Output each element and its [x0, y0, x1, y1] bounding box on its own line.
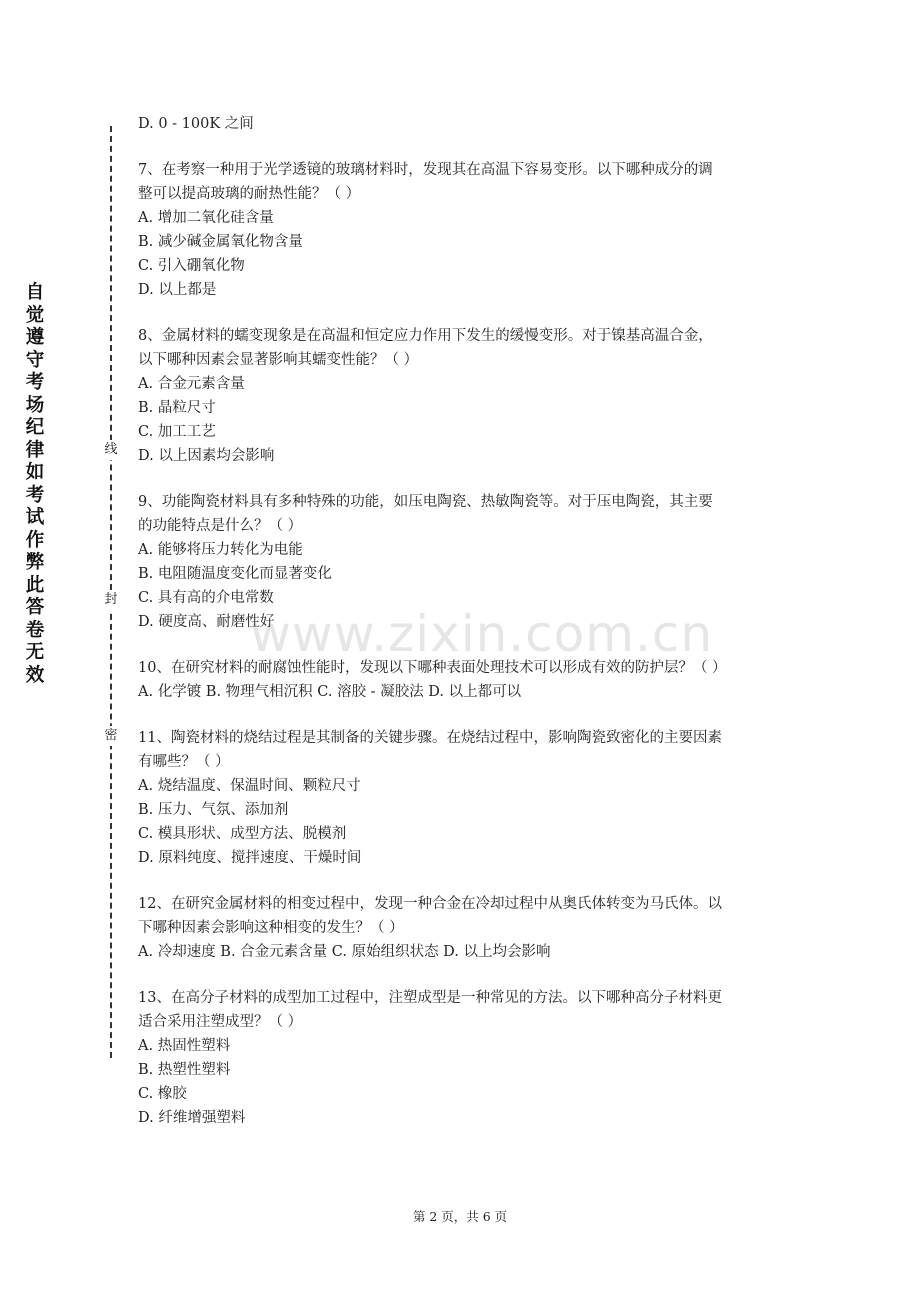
question-stem: 10、在研究材料的耐腐蚀性能时，发现以下哪种表面处理技术可以形成有效的防护层？（ ） [138, 660, 727, 676]
question-option: D. 以上都是 [138, 282, 217, 298]
question-stem: 以下哪种因素会显著影响其蠕变性能？（ ） [138, 352, 419, 368]
question-option: B. 电阻随温度变化而显著变化 [138, 566, 332, 582]
question-stem: 的功能特点是什么？（ ） [138, 518, 303, 534]
question-option: C. 引入硼氧化物 [138, 258, 245, 274]
watermark: www.zixin.com.cn [250, 605, 714, 663]
question-option: B. 压力、气氛、添加剂 [138, 802, 289, 818]
question-option: A. 合金元素含量 [138, 376, 245, 392]
question-block [138, 986, 788, 1130]
question-option: A. 化学镀 B. 物理气相沉积 C. 溶胶 - 凝胶法 D. 以上都可以 [138, 684, 522, 700]
option: D. 0 - 100K 之间 [138, 116, 254, 132]
question-block [138, 726, 788, 870]
question-option: A. 能够将压力转化为电能 [138, 542, 303, 558]
page-footer: 第 2 页，共 6 页 [412, 1209, 508, 1224]
question-list [138, 112, 788, 1152]
question-option: A. 烧结温度、保温时间、颗粒尺寸 [138, 778, 361, 794]
question-block [138, 892, 788, 964]
question-option: D. 原料纯度、搅拌速度、干燥时间 [138, 850, 362, 866]
question-option: B. 热塑性塑料 [138, 1062, 231, 1078]
seal-char-secret: 密 [103, 726, 119, 746]
question-stem: 整可以提高玻璃的耐热性能？（ ） [138, 186, 361, 202]
question-option: A. 冷却速度 B. 合金元素含量 C. 原始组织状态 D. 以上均会影响 [138, 944, 551, 960]
question-option: D. 纤维增强塑料 [138, 1110, 246, 1126]
question-stem: 12、在研究金属材料的相变过程中，发现一种合金在冷却过程中从奥氏体转变为马氏体。以 [138, 896, 722, 912]
carryover-block [138, 112, 788, 136]
question-stem: 8、金属材料的蠕变现象是在高温和恒定应力作用下发生的缓慢变形。对于镍基高温合金， [138, 328, 713, 344]
question-option: C. 橡胶 [138, 1086, 187, 1102]
question-option: C. 模具形状、成型方法、脱模剂 [138, 826, 347, 842]
question-option: D. 以上因素均会影响 [138, 448, 275, 464]
question-stem: 13、在高分子材料的成型加工过程中，注塑成型是一种常见的方法。以下哪种高分子材料更 [138, 990, 722, 1006]
question-option: B. 晶粒尺寸 [138, 400, 216, 416]
question-block [138, 158, 788, 302]
question-option: B. 减少碱金属氧化物含量 [138, 234, 303, 250]
question-option: C. 加工工艺 [138, 424, 216, 440]
question-block [138, 324, 788, 468]
question-stem: 下哪种因素会影响这种相变的发生？（ ） [138, 920, 404, 936]
question-stem: 7、在考察一种用于光学透镜的玻璃材料时，发现其在高温下容易变形。以下哪种成分的调 [138, 162, 713, 178]
question-block [138, 656, 788, 704]
question-stem: 有哪些？（ ） [138, 754, 230, 770]
question-stem: 适合采用注塑成型？（ ） [138, 1014, 303, 1030]
question-stem: 9、功能陶瓷材料具有多种特殊的功能，如压电陶瓷、热敏陶瓷等。对于压电陶瓷，其主要 [138, 494, 713, 510]
exam-discipline-notice: 自觉遵守考场纪律如考试作弊此答卷无效 [25, 282, 45, 686]
questions-container [138, 158, 788, 1130]
seal-char-seal: 封 [103, 590, 119, 610]
question-option: D. 硬度高、耐磨性好 [138, 614, 275, 630]
question-option: A. 热固性塑料 [138, 1038, 231, 1054]
question-option: C. 具有高的介电常数 [138, 590, 274, 606]
question-option: A. 增加二氧化硅含量 [138, 210, 274, 226]
question-stem: 11、陶瓷材料的烧结过程是其制备的关键步骤。在烧结过程中，影响陶瓷致密化的主要因素 [138, 730, 722, 746]
seal-char-line: 线 [103, 440, 119, 460]
question-block [138, 490, 788, 634]
